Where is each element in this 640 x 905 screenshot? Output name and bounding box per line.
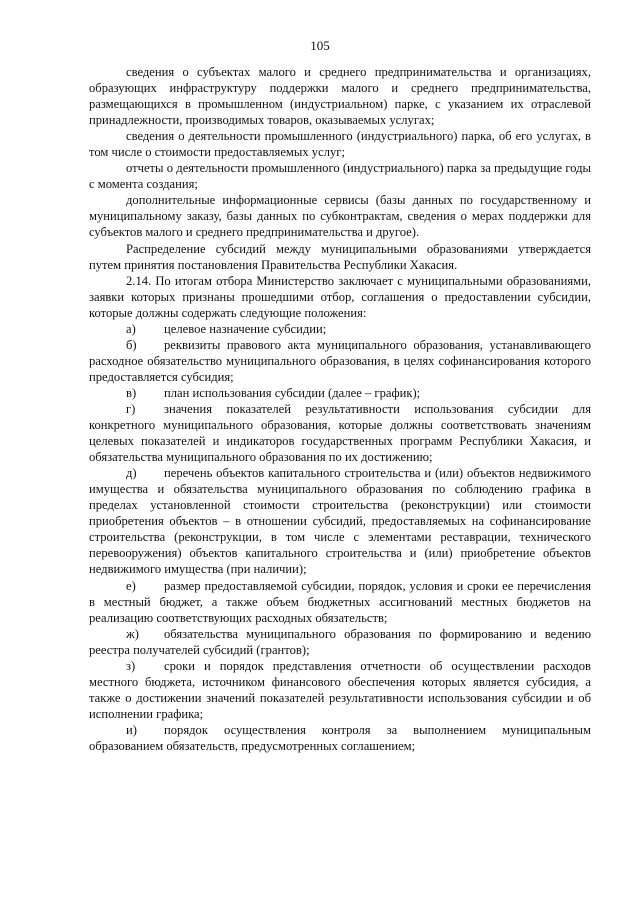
- list-item-marker: ж): [126, 626, 139, 641]
- list-item-text: перечень объектов капитального строительства и (или) объектов недвижимого имущества и обязательства муниципального образования по соблюдению графика в пределах установленной стоимости строительства (реконструкции) или стоимости приобретения объектов – в отношении субсидий, предоставляемых на софинансирование строительства (реконструкции, в том числе с элементами реставрации, технического перевооружения) объектов капитального строительства и (или) приобретение объектов недвижимого имущества (при наличии);: [89, 466, 591, 577]
- paragraph: отчеты о деятельности промышленного (индустриального) парка за предыдущие годы с момента создания;: [89, 161, 591, 192]
- list-item-text: порядок осуществления контроля за выполнением муниципальным образованием обязательств, предусмотренных соглашением;: [89, 722, 591, 753]
- list-item-text: значения показателей результативности использования субсидии для конкретного муниципального образования, которые должны соответствовать значениям целевых показателей и индикаторов государственных программ Республики Хакасия, и обязательства муниципального образования по их достижению;: [89, 401, 591, 465]
- paragraph: 2.14. По итогам отбора Министерство заключает с муниципальными образованиями, заявки которых признаны прошедшими отбор, соглашения о предоставлении субсидии, которые должны содержать следующие положения:: [89, 273, 591, 320]
- page-number: 105: [310, 38, 330, 53]
- list-item-marker: а): [126, 321, 136, 336]
- list-item-marker: д): [126, 466, 137, 481]
- list-item: [89, 401, 591, 465]
- list-item-marker: е): [126, 578, 136, 593]
- list-item: [89, 658, 591, 722]
- list-item-text: обязательства муниципального образования по формированию и ведению реестра получателей субсидий (грантов);: [89, 626, 591, 657]
- list-item-marker: и): [126, 722, 137, 737]
- list-item-text: реквизиты правового акта муниципального образования, устанавливающего расходное обязательство муниципального образования, в целях софинансирования которого предоставляется субсидия;: [89, 337, 591, 384]
- list-item: [89, 626, 591, 658]
- list-item: [89, 337, 591, 385]
- list-item-text: план использования субсидии (далее – график);: [164, 385, 421, 400]
- list-item-marker: б): [126, 337, 137, 352]
- document-body: [89, 64, 591, 754]
- paragraph: сведения о субъектах малого и среднего предпринимательства и организациях, образующих инфраструктуру поддержки малого и среднего предпринимательства, размещающихся в промышленном (индустриальном) парке, с указанием их отраслевой принадлежности, производимых товаров, оказываемых услугах;: [89, 65, 591, 128]
- list-item-marker: з): [126, 658, 136, 673]
- list-item: [89, 321, 591, 337]
- paragraph: Распределение субсидий между муниципальными образованиями утверждается путем принятия постановления Правительства Республики Хакасия.: [89, 241, 591, 272]
- list-item-text: размер предоставляемой субсидии, порядок, условия и сроки ее перечисления в местный бюджет, а также объем бюджетных ассигнований местных бюджетов на реализацию соответствующих расходных обязательств;: [89, 578, 591, 625]
- list-item-text: сроки и порядок представления отчетности об осуществлении расходов местного бюджета, источником финансового обеспечения которых является субсидия, а также о достижении значений показателей результативности использования субсидии и об исполнении графика;: [89, 658, 591, 721]
- list-item: [89, 578, 591, 626]
- list-item: [89, 722, 591, 754]
- list-item-text: целевое назначение субсидии;: [164, 321, 327, 336]
- paragraph: сведения о деятельности промышленного (индустриального) парка, об его услугах, в том числе о стоимости предоставляемых услуг;: [89, 129, 591, 160]
- list-item-marker: г): [126, 401, 136, 416]
- list-item: [89, 385, 591, 401]
- paragraph: дополнительные информационные сервисы (базы данных по государственному и муниципальному заказу, базы данных по субконтрактам, сведения о мерах поддержки для субъектов малого и среднего предпринимательства и другое).: [89, 193, 591, 240]
- list-item: [89, 465, 591, 577]
- list-item-marker: в): [126, 385, 137, 400]
